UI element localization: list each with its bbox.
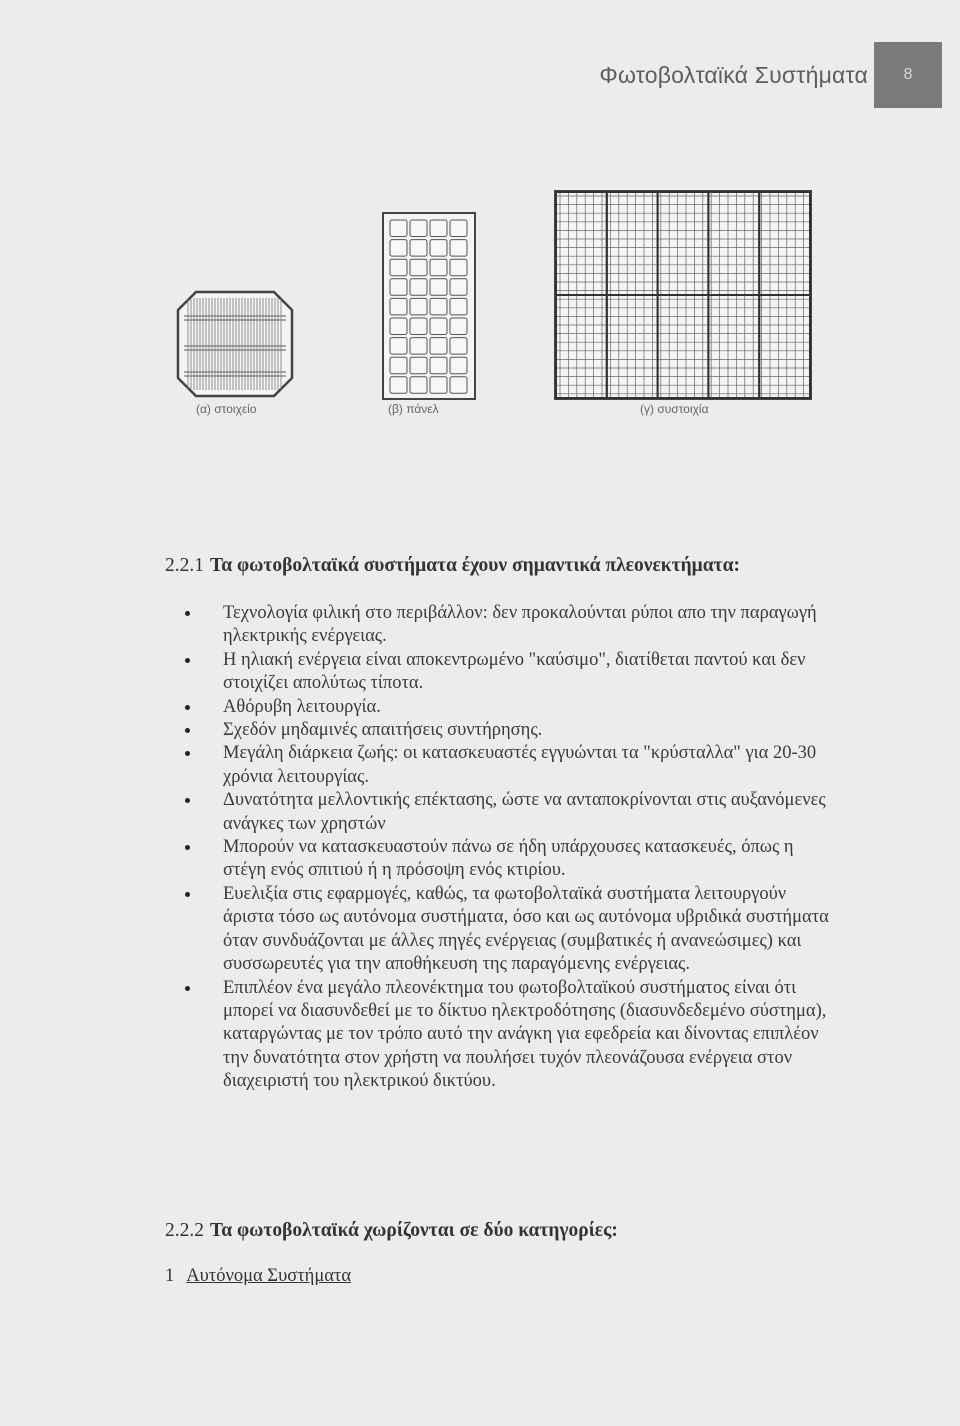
list-item-text: Ευελιξία στις εφαρμογές, καθώς, τα φωτοβολταϊκά συστήματα λειτουργούν άριστα τόσο ως αυτόνομα συστήματα, όσο και ως αυτόνομα υβριδικά συστήματα όταν συνδυάζονται με άλλες πηγές ενέργειας (συμβατικές ή ανανεώσιμες) και συσσωρευτές για την αποθήκευση της παραγόμενης ενέργειας. — [223, 883, 829, 975]
bullet-icon — [185, 658, 190, 663]
list-item — [185, 789, 835, 836]
bullet-icon — [185, 611, 190, 616]
bullet-icon — [185, 728, 190, 733]
list-item-text: Η ηλιακή ενέργεια είναι αποκεντρωμένο "καύσιμο", διατίθεται παντού και δεν στοιχίζει απολύτως τίποτα. — [223, 649, 806, 694]
category-item — [165, 1266, 351, 1287]
category-number: 1 — [165, 1266, 175, 1286]
section-number: 2.2.2 — [165, 1220, 204, 1241]
section-number: 2.2.1 — [165, 555, 204, 576]
list-item — [185, 883, 835, 977]
list-item — [185, 977, 835, 1094]
list-item — [185, 742, 835, 789]
list-item — [185, 649, 835, 696]
bullet-icon — [185, 892, 190, 897]
section-title: Τα φωτοβολταϊκά συστήματα έχουν σημαντικά πλεονεκτήματα: — [210, 555, 740, 576]
section-title: Τα φωτοβολταϊκά χωρίζονται σε δύο κατηγορίες: — [210, 1220, 618, 1241]
page-number: 8 — [903, 66, 913, 83]
bullet-icon — [185, 986, 190, 991]
bullet-icon — [185, 751, 190, 756]
list-item-text: Μπορούν να κατασκευαστούν πάνω σε ήδη υπάρχουσες κατασκευές, όπως η στέγη ενός σπιτιού ή η πρόσοψη ενός κτιρίου. — [223, 837, 794, 881]
list-item-text: Μεγάλη διάρκεια ζωής: οι κατασκευαστές εγγυώνται τα "κρύσταλλα" για 20-30 χρόνια λειτουργίας. — [223, 743, 817, 787]
page-number-box — [874, 42, 942, 108]
figure-label-cell: (α) στοιχείο — [196, 402, 257, 416]
advantages-list — [185, 602, 835, 1094]
bullet-icon — [185, 845, 190, 850]
bullet-icon — [185, 705, 190, 710]
bullet-icon — [185, 798, 190, 803]
section-heading-advantages — [165, 555, 740, 577]
list-item-text: Επιπλέον ένα μεγάλο πλεονέκτημα του φωτοβολταϊκού συστήματος είναι ότι μπορεί να διασυνδεθεί με το δίκτυο ηλεκτροδότησης (διασυνδεδεμένο σύστημα), καταργώντας με τον τρόπο αυτό την ανάγκη για εφεδρεία και δίνοντας επιπλέον την δυνατότητα στον χρήστη να πουλήσει τυχόν πλεονάζουσα ενέργεια στον διαχειριστή του ηλεκτρικού δικτύου. — [223, 977, 827, 1092]
category-link-autonomous[interactable]: Αυτόνομα Συστήματα — [186, 1266, 352, 1286]
list-item-text: Αθόρυβη λειτουργία. — [223, 696, 381, 717]
list-item — [185, 696, 835, 719]
list-item — [185, 719, 835, 742]
list-item-text: Δυνατότητα μελλοντικής επέκτασης, ώστε να ανταποκρίνονται στις αυξανόμενες ανάγκες των χρηστών — [223, 790, 826, 834]
solar-cell-figure — [176, 290, 294, 398]
list-item — [185, 836, 835, 883]
page-header-title: Φωτοβολταϊκά Συστήματα — [599, 62, 868, 88]
figure-label-array: (γ) συστοιχία — [640, 402, 709, 416]
list-item-text: Τεχνολογία φιλική στο περιβάλλον: δεν προκαλούνται ρύποι απο την παραγωγή ηλεκτρικής ενέργειας. — [223, 603, 817, 647]
solar-array-figure — [554, 190, 812, 400]
solar-panel-figure — [382, 212, 476, 400]
list-item — [185, 602, 835, 649]
section-heading-categories — [165, 1220, 618, 1242]
list-item-text: Σχεδόν μηδαμινές απαιτήσεις συντήρησης. — [223, 720, 543, 741]
figure-label-panel: (β) πάνελ — [388, 402, 439, 416]
